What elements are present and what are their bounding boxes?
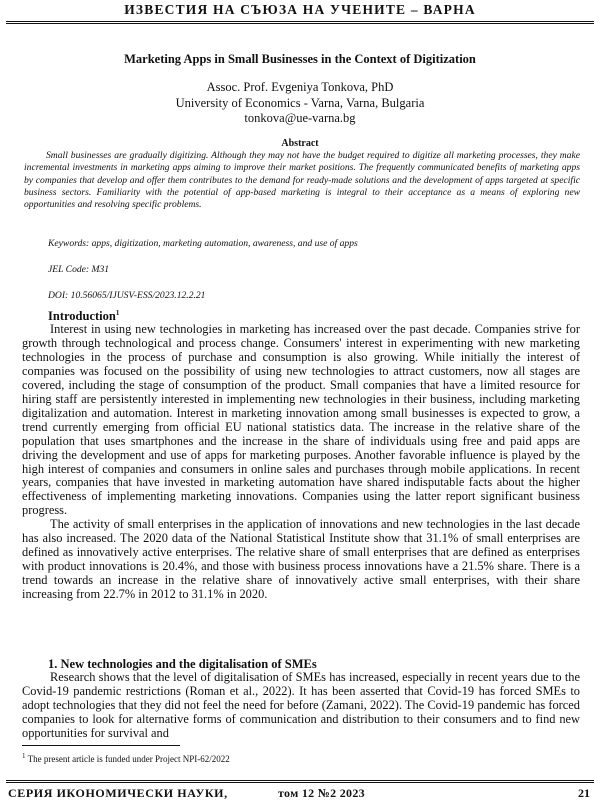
footnote-reference-mark: 1 — [115, 309, 120, 317]
section-1-heading: 1. New technologies and the digitalisation of SMEs — [48, 657, 317, 671]
footer-volume-issue: том 12 №2 2023 — [278, 786, 365, 800]
journal-name: ИЗВЕСТИЯ НА СЪЮЗА НА УЧЕНИТЕ – ВАРНА — [124, 2, 476, 17]
introduction-paragraph: Interest in using new technologies in marketing has increased over the past decade. Companies strive for growth through technological and process change. Consumers' interest in experimenting with new marketing technologies in the process of purchase and consumption is also growing. While initially the interest of companies was focused on the possibility of using new technologies to attract customers, now all stages are covered, including the stage of consumption of the product. Small companies that have a limited resource for hiring staff are persistently interested in implementing new technologies in their business, including marketing digitalization and automation. Interest in marketing innovation among small businesses is expected to grow, a trend currently emerging from official EU national statistics data. The increase in the relative share of the population that uses smartphones and the increase in the share of individuals using free and paid apps are driving the development and use of apps for marketing purposes. Another favorable influence is played by the high interest of companies and consumers in online sales and purchases through mobile applications. In recent years, companies that have invested in marketing automation have shared indisputable facts about the higher effectiveness of implementing marketing innovations. Companies using the latter report significant business progress. — [22, 322, 580, 518]
section-1-body — [22, 671, 580, 741]
keywords-line: Keywords: apps, digitization, marketing automation, awareness, and use of apps — [48, 238, 358, 249]
introduction-heading-text: Introduction — [48, 309, 116, 324]
article-title: Marketing Apps in Small Businesses in the Context of Digitization — [124, 52, 476, 66]
doi-line: DOI: 10.56065/IJUSV-ESS/2023.12.2.21 — [48, 290, 206, 301]
footer-series: СЕРИЯ ИКОНОМИЧЕСКИ НАУКИ, — [8, 786, 228, 800]
footnote-text: The present article is funded under Project NPI-62/2022 — [25, 754, 230, 764]
abstract-heading: Abstract — [281, 138, 319, 149]
abstract-text: Small businesses are gradually digitizing. Although they may not have the budget required to digitize all marketing processes, they make incremental investments in marketing apps aiming to improve their market positions. The frequently communicated benefits of marketing apps by companies that develop and offer them contributes to the demand for ready-made solutions and the development of apps targeted at specific business sectors. Familiarity with the potential of app-based marketing is integral to their acceptance as a means of exploring new opportunities and resolving specific problems. — [24, 150, 580, 211]
footnote-mark: 1 — [22, 752, 26, 760]
author-name: Assoc. Prof. Evgeniya Tonkova, PhD — [206, 80, 394, 94]
author-email: tonkova@ue-varna.bg — [244, 111, 356, 125]
introduction-paragraph: The activity of small enterprises in the application of innovations and new technologies in the last decade has also increased. The 2020 data of the National Statistical Institute show that 31.1% of small enterprises are defined as innovatively active enterprises. The relative share of small enterprises that are defined as enterprises with product innovations is 20.4%, and those with business process innovations have a 21.5% share. There is a trend towards an increase in the relative share of innovatively active small enterprises, with their share increasing from 22.7% in 2012 to 31.1% in 2020. — [22, 517, 580, 602]
section-1-paragraph: Research shows that the level of digitalisation of SMEs has increased, especially in recent years due to the Covid-19 pandemic restrictions (Roman et al., 2022). It has been asserted that Covid-19 has forced SMEs to adopt technologies that they did not feel the need for before (Zamani, 2022). The Covid-19 pandemic has forced companies to look for alternative forms of communication and distribution to their consumers and to find new opportunities for survival and — [22, 670, 580, 740]
footnote-divider — [22, 745, 180, 746]
footnote — [22, 752, 230, 764]
page-number: 21 — [578, 786, 590, 800]
author-block — [30, 80, 570, 127]
running-header — [6, 2, 594, 24]
introduction-body — [22, 323, 580, 602]
running-footer — [6, 780, 594, 799]
jel-code-line: JEL Code: M31 — [48, 264, 110, 275]
author-affiliation: University of Economics - Varna, Varna, Bulgaria — [175, 95, 425, 110]
